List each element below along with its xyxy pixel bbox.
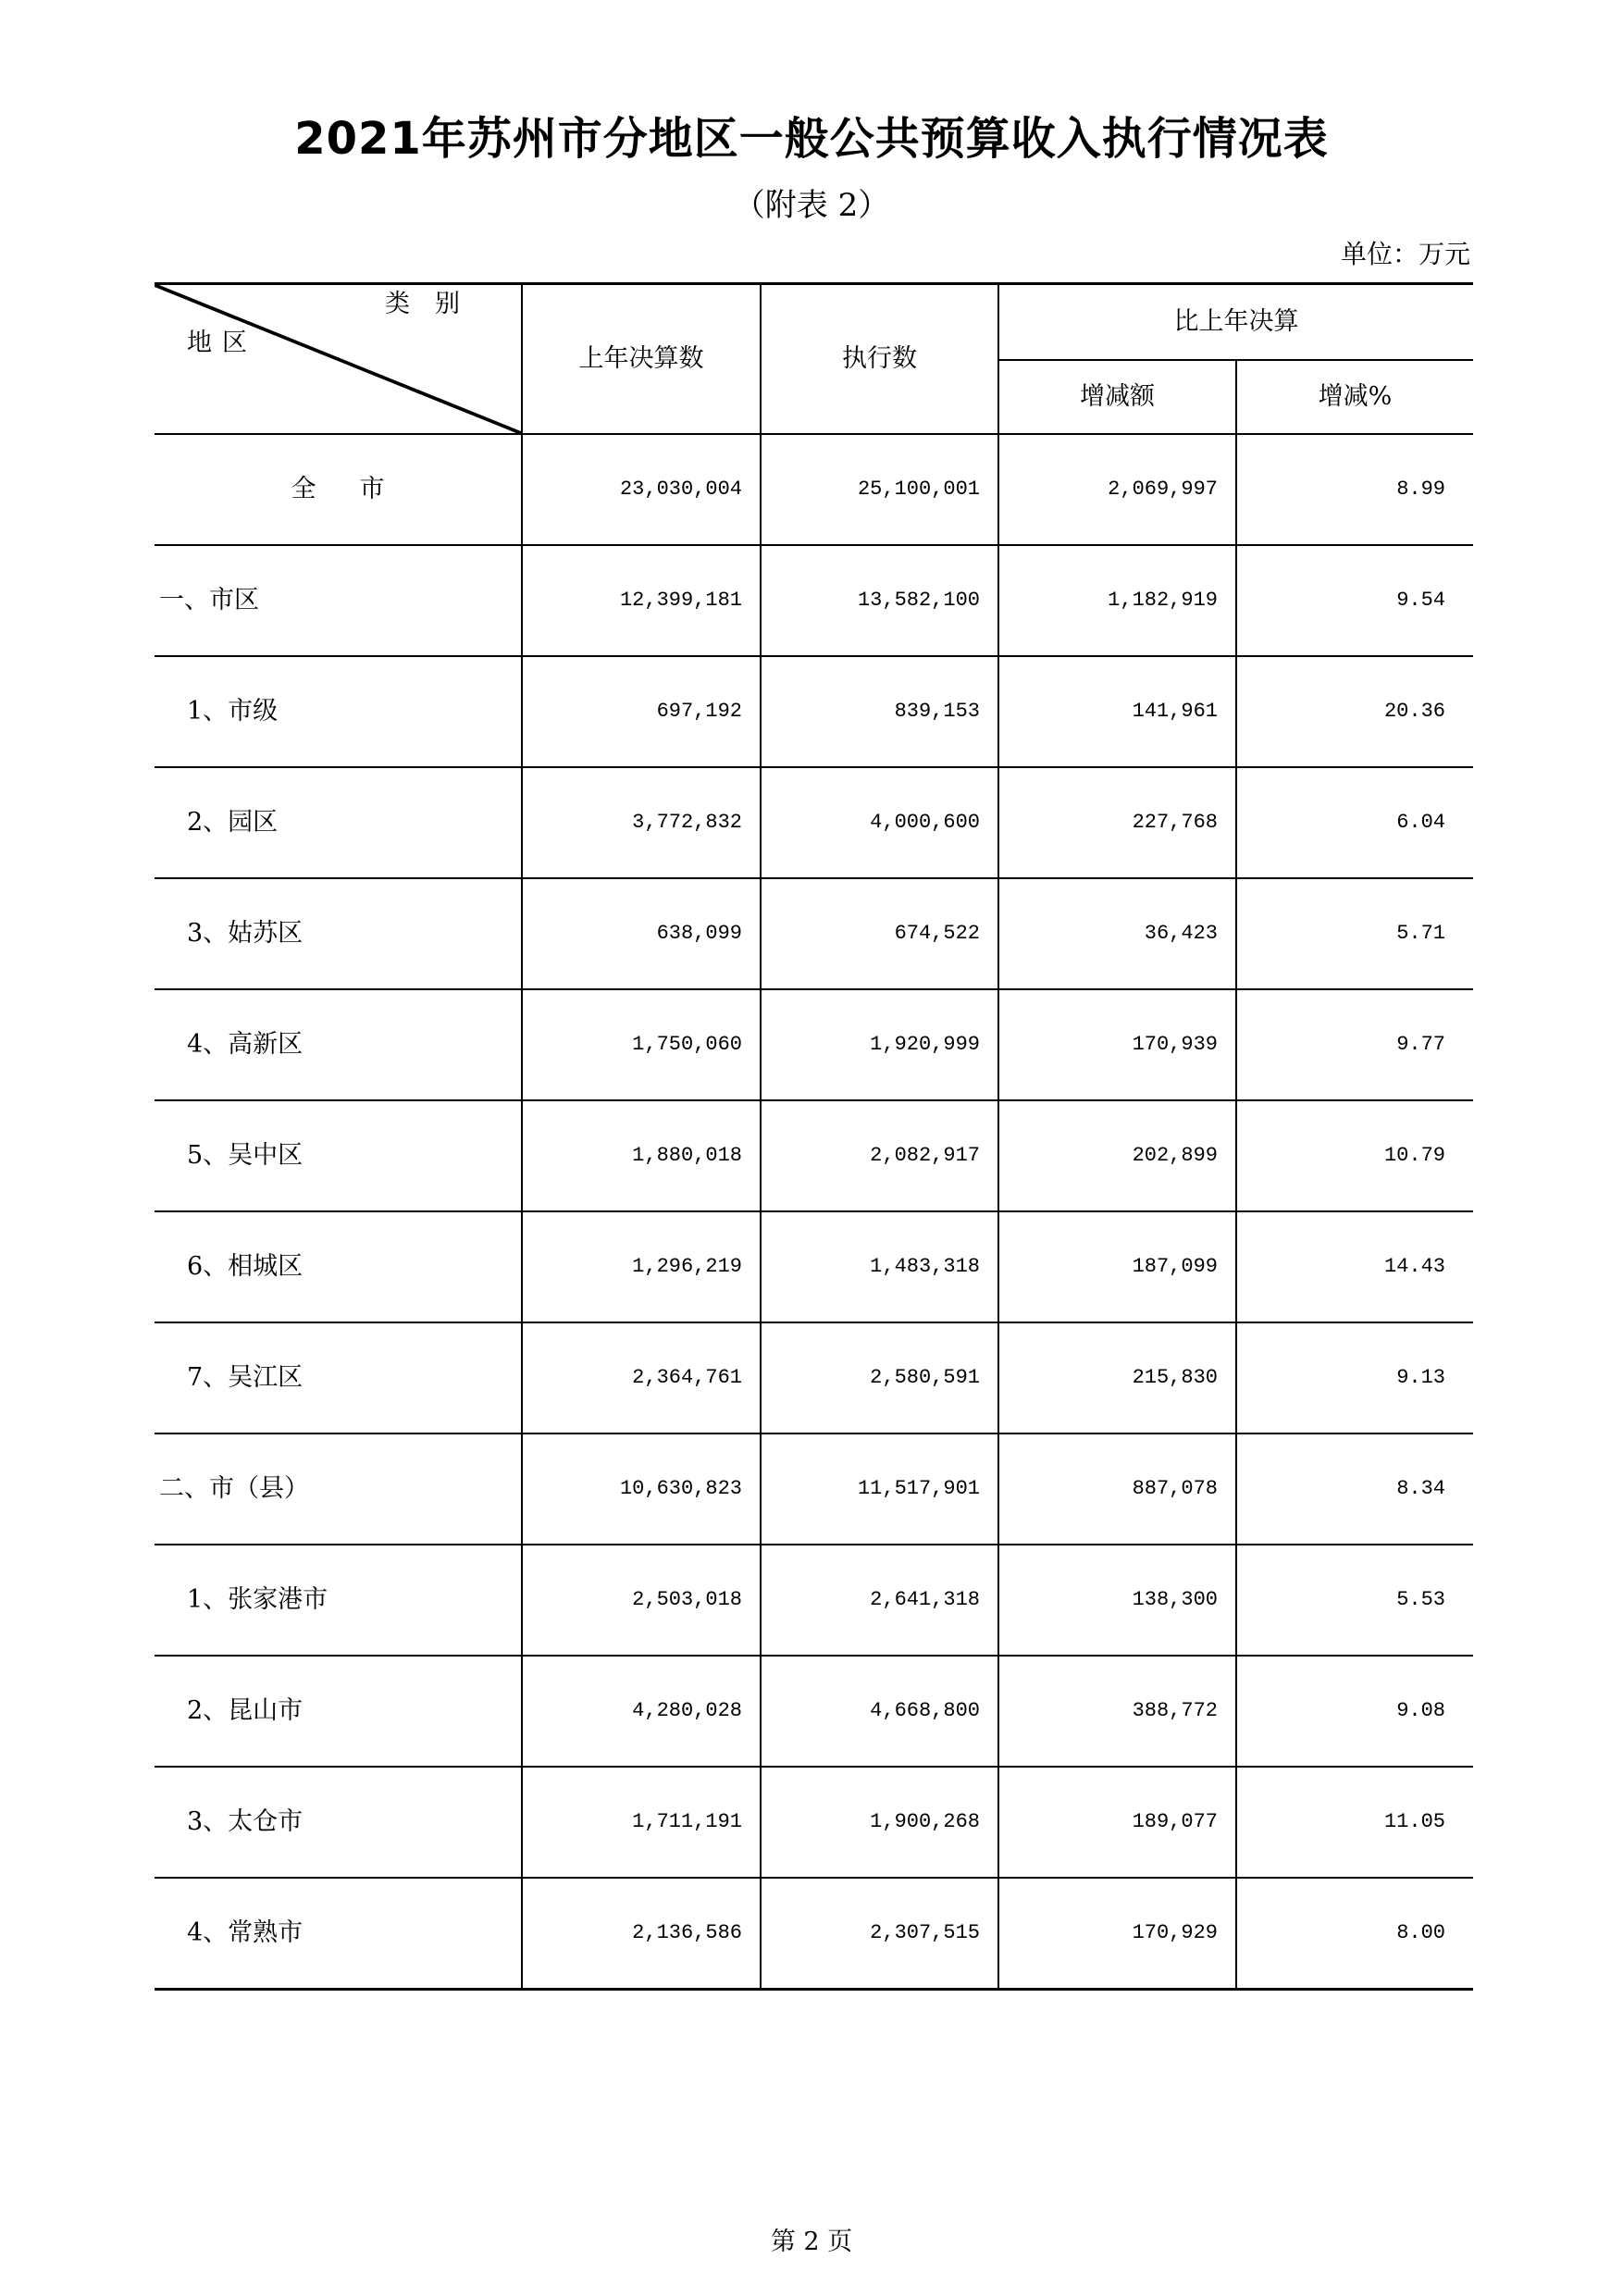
- table-row: [155, 434, 1473, 545]
- executed-value: 2,082,917: [761, 1100, 998, 1211]
- executed-value: 13,582,100: [761, 545, 998, 656]
- table-row: [155, 1211, 1473, 1322]
- region-cell: 1、张家港市: [155, 1545, 522, 1656]
- change-pct-value: 9.54: [1236, 545, 1473, 656]
- change-amount-value: 887,078: [998, 1433, 1236, 1545]
- header-region-category-cell: [155, 284, 522, 435]
- header-executed: 执行数: [761, 284, 998, 435]
- executed-value: 1,900,268: [761, 1767, 998, 1878]
- change-pct-value: 8.34: [1236, 1433, 1473, 1545]
- table-header: [155, 284, 1473, 435]
- header-compare-group: 比上年决算: [998, 284, 1473, 360]
- change-amount-value: 2,069,997: [998, 434, 1236, 545]
- region-cell: 7、吴江区: [155, 1322, 522, 1433]
- prev-year-value: 2,136,586: [522, 1878, 761, 1989]
- region-cell: 2、昆山市: [155, 1656, 522, 1767]
- page-footer: 第 2 页: [770, 2228, 853, 2256]
- change-pct-value: 11.05: [1236, 1767, 1473, 1878]
- prev-year-value: 697,192: [522, 656, 761, 767]
- table-row: [155, 767, 1473, 878]
- change-amount-value: 170,929: [998, 1878, 1236, 1989]
- executed-value: 11,517,901: [761, 1433, 998, 1545]
- header-row-top: [155, 284, 1473, 360]
- change-amount-value: 202,899: [998, 1100, 1236, 1211]
- page-subtitle: （附表 2）: [733, 187, 890, 224]
- table-row: [155, 1545, 1473, 1656]
- executed-value: 4,000,600: [761, 767, 998, 878]
- change-pct-value: 8.99: [1236, 434, 1473, 545]
- table-row: [155, 1656, 1473, 1767]
- table-row: [155, 1100, 1473, 1211]
- change-pct-value: 20.36: [1236, 656, 1473, 767]
- region-cell: 4、高新区: [155, 989, 522, 1100]
- region-cell: 全 市: [155, 434, 522, 545]
- region-cell: 一、市区: [155, 545, 522, 656]
- budget-revenue-table: [155, 282, 1473, 1991]
- prev-year-value: 1,296,219: [522, 1211, 761, 1322]
- change-amount-value: 215,830: [998, 1322, 1236, 1433]
- diagonal-divider: [155, 285, 521, 433]
- executed-value: 2,307,515: [761, 1878, 998, 1989]
- prev-year-value: 1,711,191: [522, 1767, 761, 1878]
- table-row: [155, 878, 1473, 989]
- region-cell: 3、太仓市: [155, 1767, 522, 1878]
- header-region-label: 地区: [187, 329, 257, 357]
- header-category-label: 类 别: [385, 290, 460, 318]
- change-pct-value: 5.53: [1236, 1545, 1473, 1656]
- header-change-pct: 增减%: [1236, 360, 1473, 434]
- change-amount-value: 138,300: [998, 1545, 1236, 1656]
- change-amount-value: 170,939: [998, 989, 1236, 1100]
- change-pct-value: 8.00: [1236, 1878, 1473, 1989]
- table-row: [155, 1878, 1473, 1989]
- executed-value: 1,483,318: [761, 1211, 998, 1322]
- table-row: [155, 656, 1473, 767]
- region-cell: 二、市（县）: [155, 1433, 522, 1545]
- prev-year-value: 4,280,028: [522, 1656, 761, 1767]
- change-amount-value: 187,099: [998, 1211, 1236, 1322]
- executed-value: 839,153: [761, 656, 998, 767]
- change-pct-value: 9.08: [1236, 1656, 1473, 1767]
- change-amount-value: 1,182,919: [998, 545, 1236, 656]
- change-pct-value: 10.79: [1236, 1100, 1473, 1211]
- change-amount-value: 227,768: [998, 767, 1236, 878]
- executed-value: 4,668,800: [761, 1656, 998, 1767]
- region-cell: 3、姑苏区: [155, 878, 522, 989]
- change-pct-value: 14.43: [1236, 1211, 1473, 1322]
- region-cell: 4、常熟市: [155, 1878, 522, 1989]
- region-cell: 2、园区: [155, 767, 522, 878]
- change-amount-value: 388,772: [998, 1656, 1236, 1767]
- change-amount-value: 189,077: [998, 1767, 1236, 1878]
- change-amount-value: 141,961: [998, 656, 1236, 767]
- executed-value: 674,522: [761, 878, 998, 989]
- executed-value: 2,580,591: [761, 1322, 998, 1433]
- table-row: [155, 1322, 1473, 1433]
- region-cell: 1、市级: [155, 656, 522, 767]
- executed-value: 1,920,999: [761, 989, 998, 1100]
- prev-year-value: 2,503,018: [522, 1545, 761, 1656]
- page-title: 2021年苏州市分地区一般公共预算收入执行情况表: [294, 113, 1329, 165]
- prev-year-value: 10,630,823: [522, 1433, 761, 1545]
- change-pct-value: 5.71: [1236, 878, 1473, 989]
- table-row: [155, 545, 1473, 656]
- prev-year-value: 1,880,018: [522, 1100, 761, 1211]
- executed-value: 2,641,318: [761, 1545, 998, 1656]
- change-pct-value: 6.04: [1236, 767, 1473, 878]
- region-cell: 5、吴中区: [155, 1100, 522, 1211]
- header-change-amount: 增减额: [998, 360, 1236, 434]
- prev-year-value: 23,030,004: [522, 434, 761, 545]
- executed-value: 25,100,001: [761, 434, 998, 545]
- change-pct-value: 9.13: [1236, 1322, 1473, 1433]
- prev-year-value: 3,772,832: [522, 767, 761, 878]
- prev-year-value: 12,399,181: [522, 545, 761, 656]
- header-prev-year: 上年决算数: [522, 284, 761, 435]
- prev-year-value: 2,364,761: [522, 1322, 761, 1433]
- change-pct-value: 9.77: [1236, 989, 1473, 1100]
- change-amount-value: 36,423: [998, 878, 1236, 989]
- table-row: [155, 989, 1473, 1100]
- table-body: [155, 434, 1473, 1989]
- prev-year-value: 1,750,060: [522, 989, 761, 1100]
- prev-year-value: 638,099: [522, 878, 761, 989]
- region-cell: 6、相城区: [155, 1211, 522, 1322]
- unit-label: 单位：万元: [1340, 239, 1470, 269]
- table-row: [155, 1433, 1473, 1545]
- table-row: [155, 1767, 1473, 1878]
